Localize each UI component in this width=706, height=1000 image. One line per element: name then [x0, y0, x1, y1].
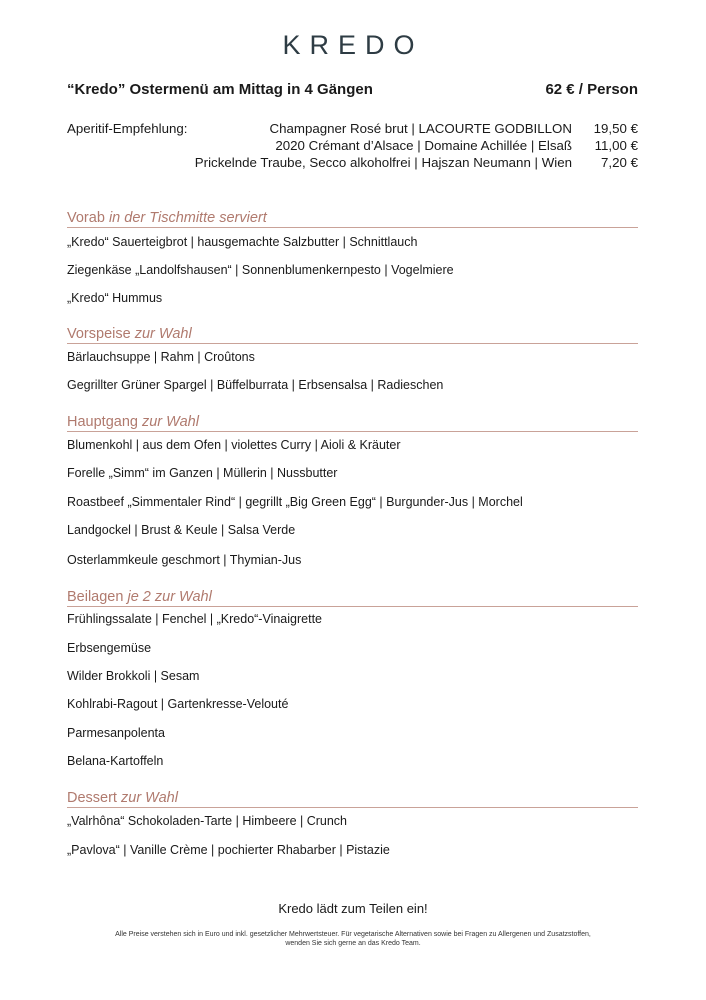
menu-item: Wilder Brokkoli | Sesam: [67, 669, 200, 683]
aperitif-item-price: 7,20 €: [601, 155, 638, 170]
menu-item: Blumenkohl | aus dem Ofen | violettes Curry | Aioli & Kräuter: [67, 438, 401, 452]
menu-item: Belana-Kartoffeln: [67, 754, 164, 768]
menu-item: Forelle „Simm“ im Ganzen | Müllerin | Nussbutter: [67, 466, 338, 480]
section-heading: Vorab in der Tischmitte serviert: [67, 209, 638, 228]
menu-item: „Kredo“ Sauerteigbrot | hausgemachte Salzbutter | Schnittlauch: [67, 235, 418, 249]
menu-item: Parmesanpolenta: [67, 726, 165, 740]
logo: KREDO: [282, 30, 424, 60]
menu-item: Landgockel | Brust & Keule | Salsa Verde: [67, 523, 296, 537]
aperitif-item: [67, 137, 638, 154]
menu-item: Roastbeef „Simmentaler Rind“ | gegrillt „Big Green Egg“ | Burgunder-Jus | Morchel: [67, 495, 523, 509]
menu-headline: [67, 81, 638, 98]
aperitif-item-price: 19,50 €: [593, 121, 638, 136]
menu-title: “Kredo” Ostermenü am Mittag in 4 Gängen: [67, 81, 373, 98]
section-heading: Dessert zur Wahl: [67, 789, 638, 808]
menu-item: Kohlrabi-Ragout | Gartenkresse-Velouté: [67, 697, 289, 711]
menu-item: Bärlauchsuppe | Rahm | Croûtons: [67, 350, 255, 364]
menu-item: „Kredo“ Hummus: [67, 291, 163, 305]
aperitif-item-text: Prickelnde Traube, Secco alkoholfrei | Hajszan Neumann | Wien: [194, 155, 572, 170]
menu-item: Ziegenkäse „Landolfshausen“ | Sonnenblumenkernpesto | Vogelmiere: [67, 263, 454, 277]
aperitif-item-text: 2020 Crémant d’Alsace | Domaine Achillée | Elsaß: [275, 138, 572, 153]
menu-price: 62 € / Person: [545, 81, 638, 98]
legal-note: [0, 930, 706, 948]
menu-item: „Pavlova“ | Vanille Crème | pochierter Rhabarber | Pistazie: [67, 843, 390, 857]
legal-note-line: wenden Sie sich gerne an das Kredo Team.: [285, 940, 421, 947]
section-dessert: [67, 789, 638, 857]
section-vorab: [67, 209, 638, 305]
section-heading: Vorspeise zur Wahl: [67, 325, 638, 344]
aperitif-item-price: 11,00 €: [594, 138, 638, 153]
aperitif-item-text: Champagner Rosé brut | LACOURTE GODBILLON: [269, 121, 572, 136]
aperitif-item: [67, 154, 638, 171]
menu-item: Osterlammkeule geschmort | Thymian-Jus: [67, 553, 302, 567]
section-heading: Beilagen je 2 zur Wahl: [67, 588, 638, 607]
aperitif-label: Aperitif-Empfehlung:: [67, 121, 188, 136]
aperitif-recommendation: [67, 120, 638, 171]
menu-item: Gegrillter Grüner Spargel | Büffelburrata | Erbsensalsa | Radieschen: [67, 378, 444, 392]
legal-note-line: Alle Preise verstehen sich in Euro und inkl. gesetzlicher Mehrwertsteuer. Für vegetarische Alternativen sowie bei Fragen zu Allergenen und Zusatzstoffen,: [115, 931, 591, 938]
menu-item: „Valrhôna“ Schokoladen-Tarte | Himbeere | Crunch: [67, 814, 348, 828]
menu-item: Erbsengemüse: [67, 641, 152, 655]
sharing-note: Kredo lädt zum Teilen ein!: [278, 901, 428, 916]
section-vorspeise: [67, 325, 638, 392]
section-heading: Hauptgang zur Wahl: [67, 413, 638, 432]
menu-item: Frühlingssalate | Fenchel | „Kredo“-Vinaigrette: [67, 612, 322, 626]
section-beilagen: [67, 588, 638, 768]
section-hauptgang: [67, 413, 638, 567]
